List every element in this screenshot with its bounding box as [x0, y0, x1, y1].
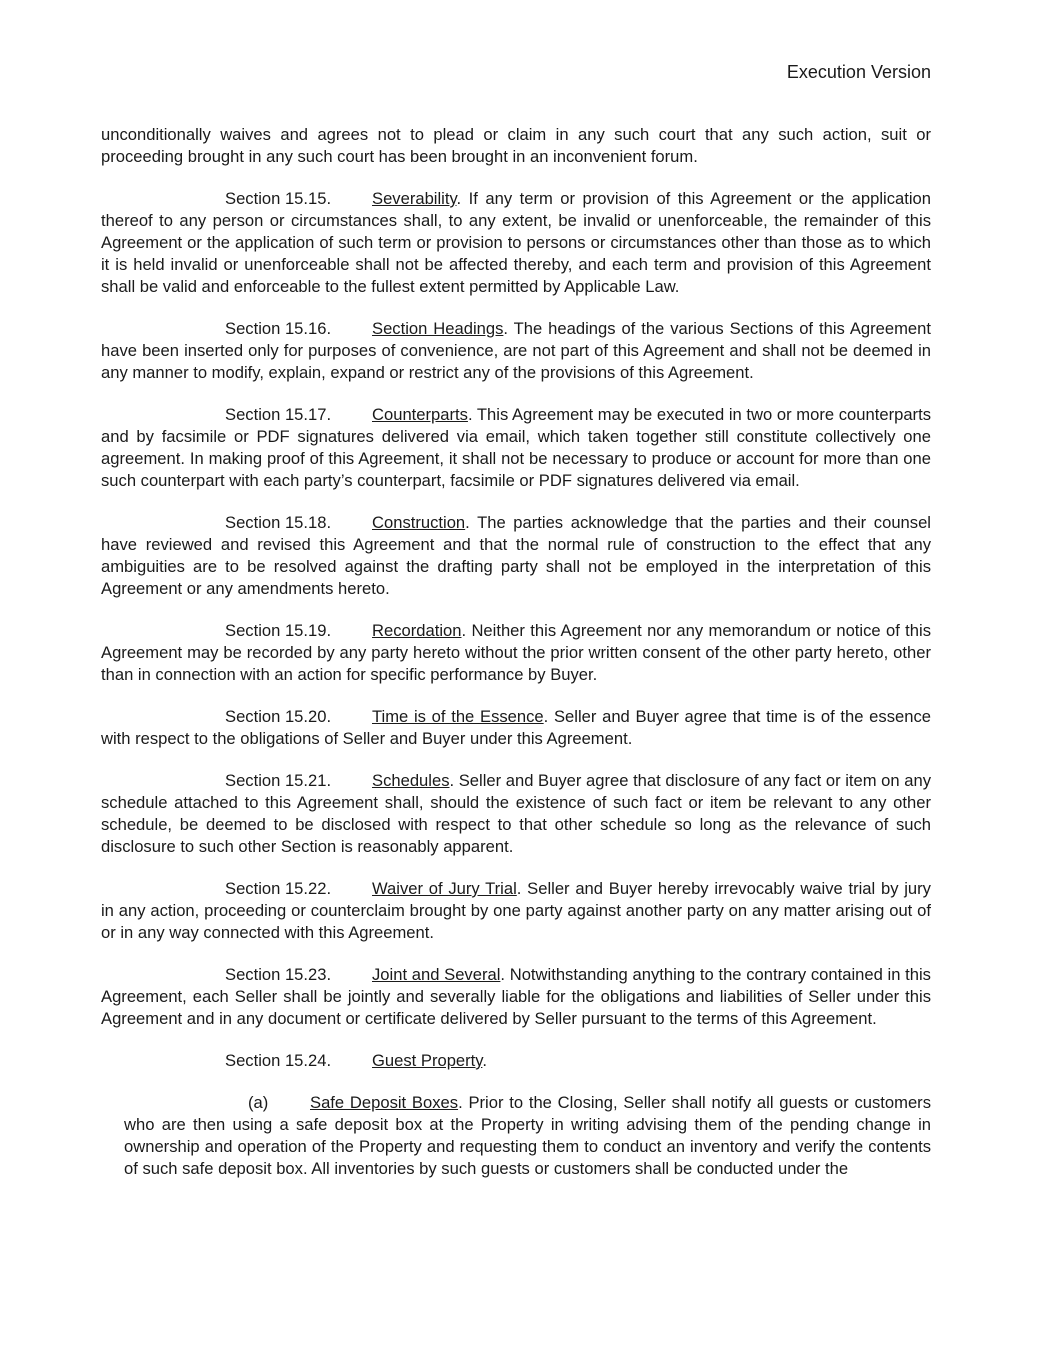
- section-number: Section 15.21.: [225, 771, 332, 790]
- document-body: [101, 124, 931, 1200]
- section-15-19: [101, 620, 931, 686]
- section-15-16: [101, 318, 931, 384]
- section-title: Section Headings: [372, 319, 504, 338]
- section-15-21: [101, 770, 931, 858]
- section-text: . This Agreement may be executed in two or more counterparts and by facsimile or PDF signatures delivered via email, which taken together still constitute collectively one agreement. In making proof of this Agreement, it shall not be necessary to produce or account for more than one such counterpart with each party’s counterpart, facsimile or PDF signatures delivered via email.: [101, 405, 931, 490]
- subsection-text: . Prior to the Closing, Seller shall notify all guests or customers who are then using a safe deposit box at the Property in writing advising them of the pending change in ownership and operation of the Property and requesting them to conduct an inventory and verify the contents of such safe deposit box. All inventories by such guests or customers shall be conducted under the: [124, 1093, 931, 1178]
- section-text: . Notwithstanding anything to the contrary contained in this Agreement, each Seller shall be jointly and severally liable for the obligations and liabilities of Seller under this Agreement and in any document or certificate delivered by Seller pursuant to the terms of this Agreement.: [101, 965, 931, 1028]
- continuation-paragraph: unconditionally waives and agrees not to plead or claim in any such court that any such action, suit or proceeding brought in any such court has been brought in an inconvenient forum.: [101, 125, 931, 166]
- section-15-23: [101, 964, 931, 1030]
- subsection-title: Safe Deposit Boxes: [310, 1093, 459, 1112]
- section-number: Section 15.18.: [225, 513, 332, 532]
- section-text: . If any term or provision of this Agreement or the application thereof to any person or circumstances shall, to any extent, be invalid or unenforceable, the remainder of this Agreement or the application of such term or provision to persons or circumstances other than those as to which it is held invalid or unenforceable shall not be affected thereby, and each term and provision of this Agreement shall be valid and enforceable to the fullest extent permitted by Applicable Law.: [101, 189, 931, 296]
- section-title: Guest Property: [372, 1051, 483, 1070]
- section-15-18: [101, 512, 931, 600]
- section-number: Section 15.20.: [225, 707, 332, 726]
- section-title: Severability: [372, 189, 457, 208]
- subsection-label: (a): [248, 1093, 269, 1112]
- section-title: Waiver of Jury Trial: [372, 879, 517, 898]
- section-title: Joint and Several: [372, 965, 501, 984]
- section-text: . Seller and Buyer agree that time is of the essence with respect to the obligations of Seller and Buyer under this Agreement.: [101, 707, 931, 748]
- section-text: .: [482, 1051, 487, 1070]
- section-title: Schedules: [372, 771, 450, 790]
- section-15-17: [101, 404, 931, 492]
- section-number: Section 15.16.: [225, 319, 332, 338]
- section-number: Section 15.19.: [225, 621, 332, 640]
- section-text: . Seller and Buyer hereby irrevocably waive trial by jury in any action, proceeding or counterclaim brought by one party against another party on any matter arising out of or in any way connected with this Agreement.: [101, 879, 931, 942]
- section-number: Section 15.22.: [225, 879, 332, 898]
- section-number: Section 15.17.: [225, 405, 332, 424]
- section-title: Time is of the Essence: [372, 707, 544, 726]
- section-15-24: [101, 1050, 931, 1072]
- subsection-a: [124, 1092, 931, 1180]
- section-number: Section 15.23.: [225, 965, 332, 984]
- section-text: . The headings of the various Sections of this Agreement have been inserted only for purposes of convenience, are not part of this Agreement and shall not be deemed in any manner to modify, explain, expand or restrict any of the provisions of this Agreement.: [101, 319, 931, 382]
- section-15-20: [101, 706, 931, 750]
- section-title: Recordation: [372, 621, 462, 640]
- section-number: Section 15.15.: [225, 189, 332, 208]
- section-15-15: [101, 188, 931, 298]
- execution-version-header: Execution Version: [786, 62, 931, 82]
- section-15-22: [101, 878, 931, 944]
- section-text: . Neither this Agreement nor any memorandum or notice of this Agreement may be recorded by any party hereto without the prior written consent of the other party hereto, other than in connection with an action for specific performance by Buyer.: [101, 621, 931, 684]
- section-title: Counterparts: [372, 405, 468, 424]
- section-text: . Seller and Buyer agree that disclosure of any fact or item on any schedule attached to this Agreement shall, should the existence of such fact or item be relevant to any other schedule, be deemed to be disclosed with respect to that other schedule so long as the relevance of such disclosure to such other Section is reasonably apparent.: [101, 771, 931, 856]
- section-text: . The parties acknowledge that the parties and their counsel have reviewed and revised this Agreement and that the normal rule of construction to the effect that any ambiguities are to be resolved against the drafting party shall not be employed in the interpretation of this Agreement or any amendments hereto.: [101, 513, 931, 598]
- section-number: Section 15.24.: [225, 1051, 332, 1070]
- section-title: Construction: [372, 513, 466, 532]
